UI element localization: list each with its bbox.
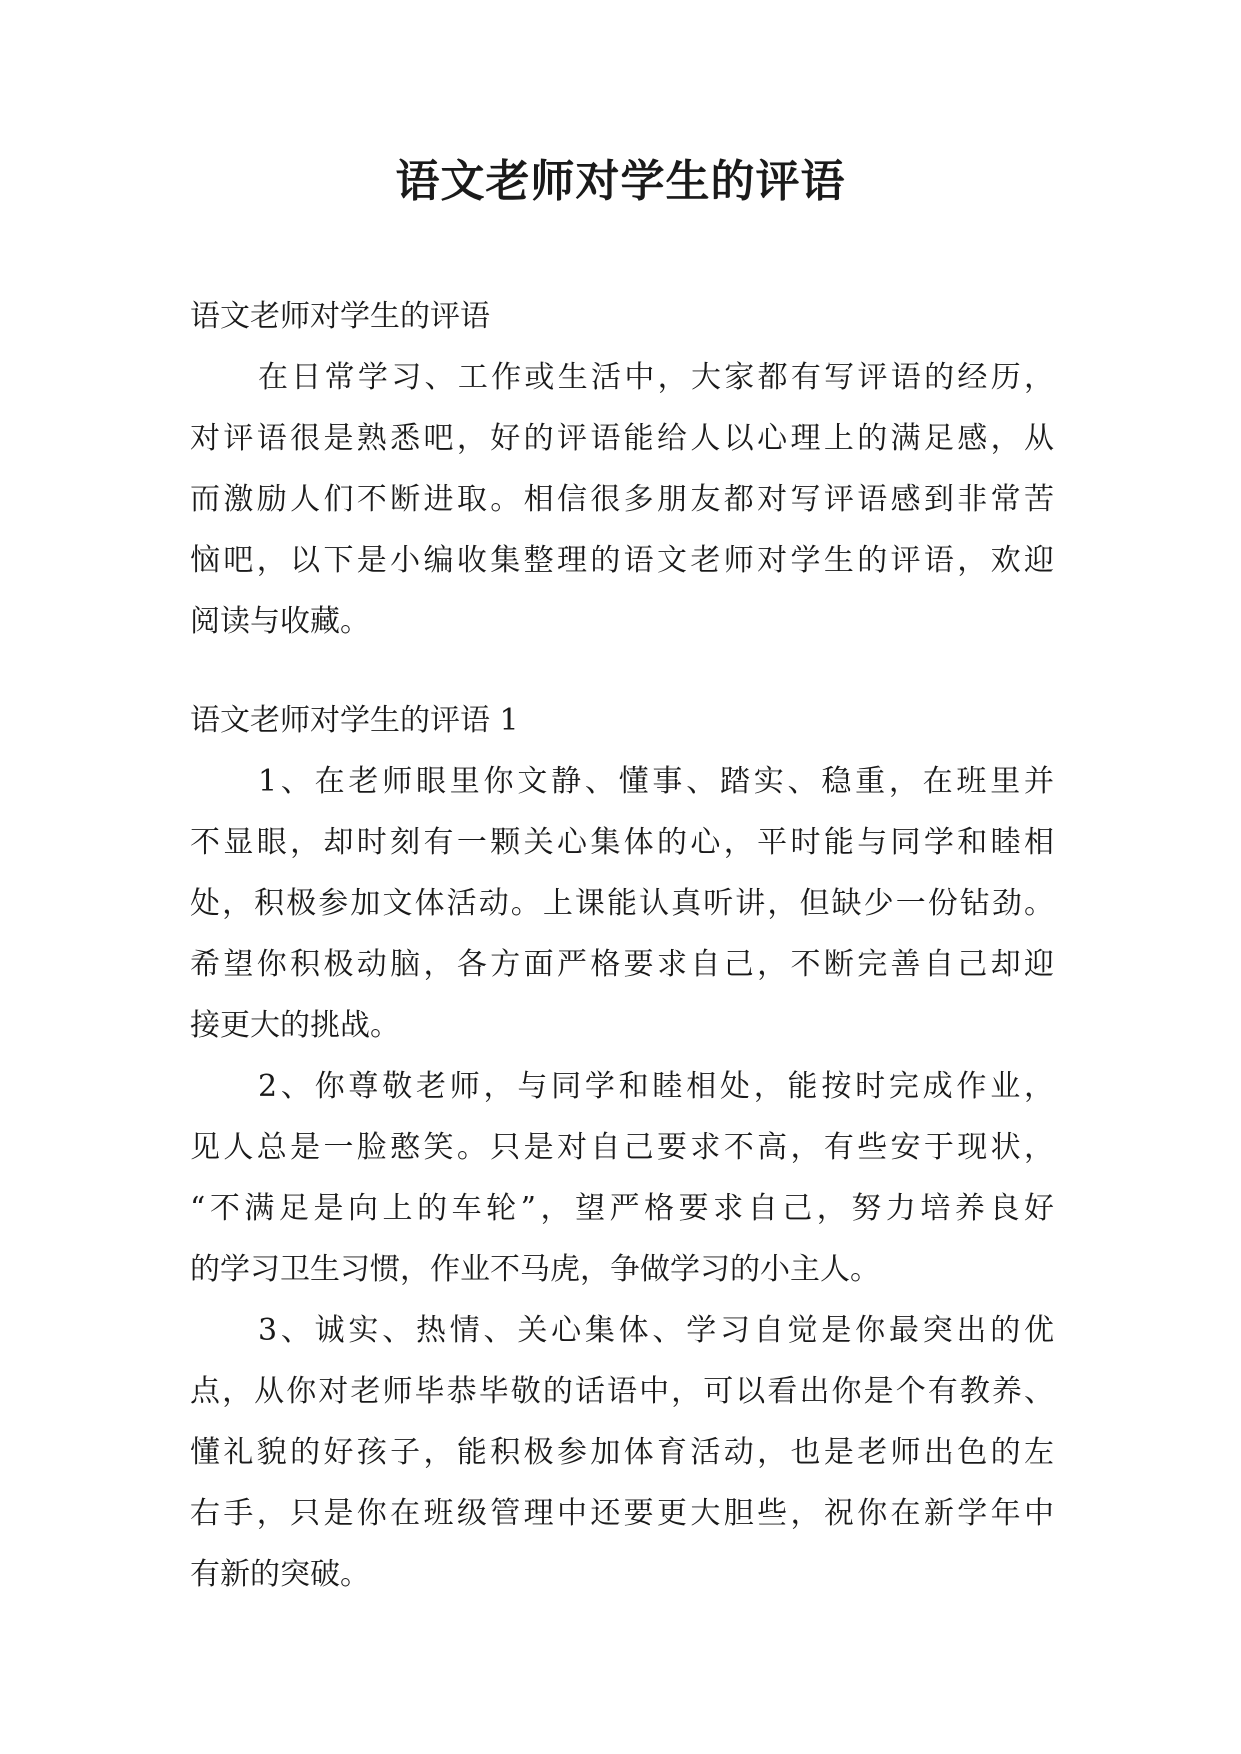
paragraph-line: 希望你积极动脑，各方面严格要求自己，不断完善自己却迎 — [190, 947, 1054, 982]
paragraph-line: 阅读与收藏。 — [190, 604, 370, 639]
paragraph-line: 2、你尊敬老师，与同学和睦相处，能按时完成作业， — [258, 1069, 1054, 1104]
paragraph-line: 右手，只是你在班级管理中还要更大胆些，祝你在新学年中 — [190, 1496, 1054, 1531]
paragraph-line: 见人总是一脸憨笑。只是对自己要求不高，有些安于现状， — [190, 1130, 1054, 1165]
paragraph-line: 的学习卫生习惯，作业不马虎，争做学习的小主人。 — [190, 1252, 880, 1287]
comment-paragraph-1 — [190, 751, 1054, 1056]
paragraph-line: 点，从你对老师毕恭毕敬的话语中，可以看出你是个有教养、 — [190, 1374, 1054, 1409]
paragraph-line: 处，积极参加文体活动。上课能认真听讲，但缺少一份钻劲。 — [190, 886, 1054, 921]
paragraph-line: 对评语很是熟悉吧，好的评语能给人以心理上的满足感，从 — [190, 421, 1054, 456]
paragraph-line: 1、在老师眼里你文静、懂事、踏实、稳重，在班里并 — [258, 764, 1054, 799]
paragraph-line: 接更大的挑战。 — [190, 1008, 400, 1043]
paragraph-line: 3、诚实、热情、关心集体、学习自觉是你最突出的优 — [258, 1313, 1054, 1348]
paragraph-line: 有新的突破。 — [190, 1557, 370, 1592]
paragraph-line: 恼吧，以下是小编收集整理的语文老师对学生的评语，欢迎 — [190, 543, 1054, 578]
comment-paragraph-3 — [190, 1300, 1054, 1605]
paragraph-line: 在日常学习、工作或生活中，大家都有写评语的经历， — [258, 360, 1054, 395]
intro-paragraph — [190, 347, 1054, 652]
section-heading: 语文老师对学生的评语 1 — [190, 703, 519, 738]
comment-paragraph-2 — [190, 1056, 1054, 1300]
document-body — [190, 286, 1054, 1605]
paragraph-line: “不满足是向上的车轮”，望严格要求自己，努力培养良好 — [190, 1191, 1054, 1226]
document-title: 语文老师对学生的评语 — [395, 156, 846, 207]
paragraph-line: 而激励人们不断进取。相信很多朋友都对写评语感到非常苦 — [190, 482, 1054, 517]
document-subtitle: 语文老师对学生的评语 — [190, 299, 490, 334]
paragraph-spacer — [190, 652, 1054, 690]
paragraph-line: 懂礼貌的好孩子，能积极参加体育活动，也是老师出色的左 — [190, 1435, 1054, 1470]
paragraph-line: 不显眼，却时刻有一颗关心集体的心，平时能与同学和睦相 — [190, 825, 1054, 860]
